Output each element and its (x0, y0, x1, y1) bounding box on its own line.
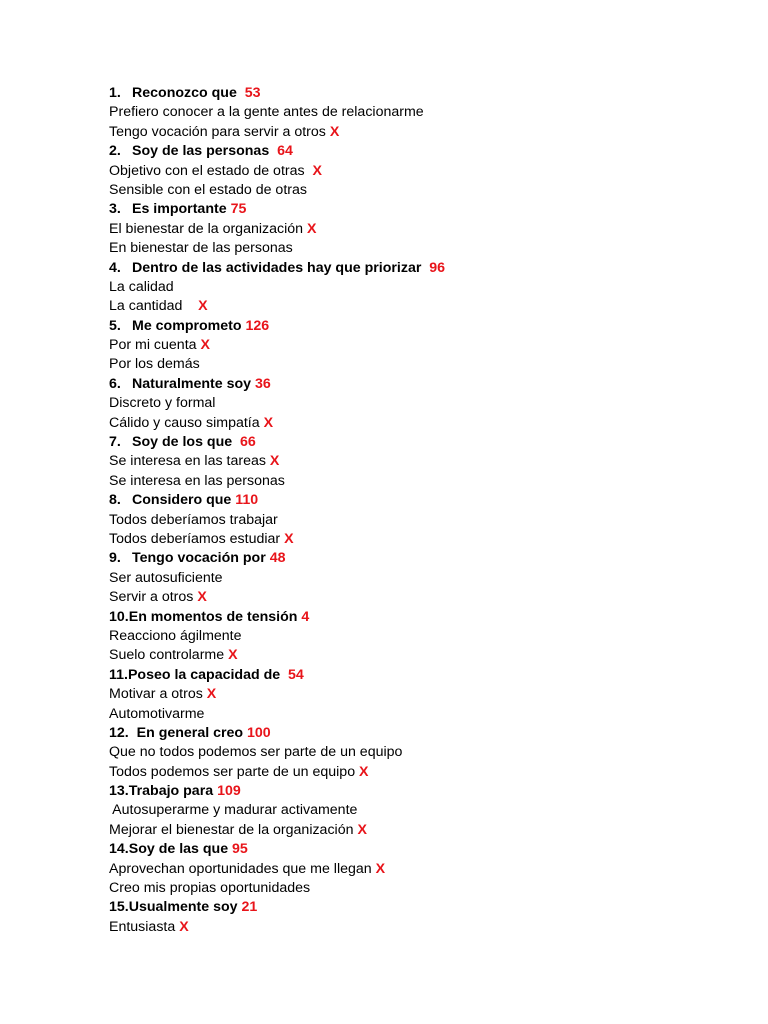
option-text: Prefiero conocer a la gente antes de relacionarme (109, 104, 424, 121)
selected-mark: X (206, 686, 217, 703)
question-number: 15. (109, 899, 129, 916)
answer-option (109, 181, 729, 200)
answer-option (109, 860, 729, 879)
answer-option (109, 472, 729, 491)
question-number: 9. (109, 550, 121, 567)
selected-mark: X (306, 220, 317, 237)
answer-option (109, 103, 729, 122)
option-text: Que no todos podemos ser parte de un equipo (109, 744, 403, 761)
option-text: Motivar a otros (109, 686, 203, 703)
question-title: Considero que (132, 492, 232, 509)
question-title: Dentro de las actividades hay que priorizar (132, 259, 422, 276)
selected-mark: X (269, 453, 280, 470)
answer-option (109, 336, 729, 355)
question-number: 12. (109, 724, 129, 741)
question-score: 66 (240, 434, 256, 451)
selected-mark: X (200, 337, 210, 354)
answer-option (109, 705, 729, 724)
question-score: 100 (247, 724, 271, 741)
question-score: 64 (277, 143, 293, 160)
question-title: Soy de las que (128, 841, 229, 858)
option-text: Cálido y causo simpatía (109, 414, 260, 431)
option-text: Servir a otros (109, 589, 194, 606)
question-heading (109, 142, 729, 161)
answer-option (109, 918, 729, 937)
answer-option (109, 452, 729, 471)
question-score: 4 (301, 608, 310, 625)
answer-option (109, 801, 729, 820)
question-title: Soy de las personas (132, 143, 270, 160)
question-number: 2. (109, 143, 121, 160)
option-text: Se interesa en las tareas (109, 453, 266, 470)
option-text: Ser autosuficiente (109, 569, 223, 586)
option-text: Aprovechan oportunidades que me llegan (109, 860, 372, 877)
question-title: Poseo la capacidad de (127, 666, 281, 683)
question-number: 14. (109, 841, 129, 858)
option-text: Sensible con el estado de otras (109, 181, 307, 198)
questionnaire (109, 84, 729, 937)
question-heading (109, 84, 729, 103)
selected-mark: X (357, 821, 367, 838)
question-number: 6. (109, 375, 121, 392)
question-number: 4. (109, 259, 121, 276)
option-text: Discreto y formal (109, 395, 216, 412)
question-number: 7. (109, 434, 121, 451)
selected-mark: X (198, 298, 208, 315)
question-title: Trabajo para (128, 783, 214, 800)
option-text: La cantidad (109, 298, 183, 315)
question-heading (109, 491, 729, 510)
option-text: Todos deberíamos estudiar (109, 530, 281, 547)
question-heading (109, 724, 729, 743)
option-text: Creo mis propias oportunidades (109, 880, 311, 897)
option-text: Se interesa en las personas (109, 472, 285, 489)
question-score: 21 (241, 899, 258, 916)
question-number: 3. (109, 201, 121, 218)
answer-option (109, 239, 729, 258)
question-title: Reconozco que (132, 85, 237, 101)
option-text: Automotivarme (109, 705, 205, 722)
answer-option (109, 511, 729, 530)
question-score: 109 (217, 783, 241, 800)
question-heading (109, 375, 729, 394)
question-title: Usualmente soy (128, 899, 238, 916)
question-title: Me comprometo (132, 317, 242, 334)
selected-mark: X (329, 123, 340, 140)
selected-mark: X (228, 647, 238, 664)
question-heading (109, 666, 729, 685)
question-heading (109, 317, 729, 336)
answer-option (109, 627, 729, 646)
option-text: Mejorar el bienestar de la organización (109, 821, 354, 838)
option-text: Por mi cuenta (109, 337, 197, 354)
answer-option (109, 879, 729, 898)
answer-option (109, 569, 729, 588)
question-heading (109, 549, 729, 568)
question-title: En general creo (136, 724, 244, 741)
option-text: Reacciono ágilmente (109, 627, 242, 644)
answer-option (109, 355, 729, 374)
option-text: Suelo controlarme (109, 647, 225, 664)
question-heading (109, 608, 729, 627)
option-text: Tengo vocación para servir a otros (109, 123, 326, 140)
answer-option (109, 123, 729, 142)
question-number: 1. (109, 85, 121, 101)
selected-mark: X (263, 414, 274, 431)
selected-mark: X (375, 860, 386, 877)
answer-option (109, 394, 729, 413)
answer-option (109, 220, 729, 239)
answer-option (109, 588, 729, 607)
question-heading (109, 259, 729, 278)
question-score: 95 (232, 841, 248, 858)
option-text: Autosuperarme y madurar activamente (109, 802, 358, 819)
question-title: Soy de los que (132, 434, 233, 451)
answer-option (109, 297, 729, 316)
option-text: Todos deberíamos trabajar (109, 511, 278, 528)
option-text: Todos podemos ser parte de un equipo (109, 763, 356, 780)
question-number: 10. (109, 608, 129, 625)
answer-option (109, 821, 729, 840)
question-score: 96 (429, 259, 446, 276)
question-heading (109, 840, 729, 859)
option-text: En bienestar de las personas (109, 240, 293, 257)
answer-option (109, 685, 729, 704)
question-title: En momentos de tensión (128, 608, 298, 625)
question-heading (109, 433, 729, 452)
option-text: Por los demás (109, 356, 200, 373)
answer-option (109, 162, 729, 181)
question-score: 126 (245, 317, 270, 334)
question-heading (109, 200, 729, 219)
question-score: 53 (244, 85, 261, 101)
option-text: Entusiasta (109, 918, 176, 935)
question-number: 5. (109, 317, 121, 334)
question-score: 48 (269, 550, 286, 567)
option-text: La calidad (109, 278, 174, 295)
selected-mark: X (284, 530, 294, 547)
question-title: Naturalmente soy (132, 375, 252, 392)
question-score: 36 (255, 375, 271, 392)
answer-option (109, 646, 729, 665)
answer-option (109, 743, 729, 762)
selected-mark: X (179, 918, 189, 935)
question-score: 54 (288, 666, 304, 683)
question-number: 13. (109, 783, 129, 800)
option-text: El bienestar de la organización (109, 220, 304, 237)
selected-mark: X (359, 763, 369, 780)
question-number: 11. (109, 666, 128, 683)
question-score: 75 (230, 201, 247, 218)
question-heading (109, 782, 729, 801)
question-title: Tengo vocación por (132, 550, 266, 567)
answer-option (109, 278, 729, 297)
selected-mark: X (197, 589, 207, 606)
answer-option (109, 530, 729, 549)
question-title: Es importante (132, 201, 227, 218)
question-number: 8. (109, 492, 121, 509)
answer-option (109, 763, 729, 782)
option-text: Objetivo con el estado de otras (109, 162, 305, 179)
question-score: 110 (235, 492, 259, 509)
selected-mark: X (312, 162, 322, 179)
question-heading (109, 898, 729, 917)
answer-option (109, 414, 729, 433)
